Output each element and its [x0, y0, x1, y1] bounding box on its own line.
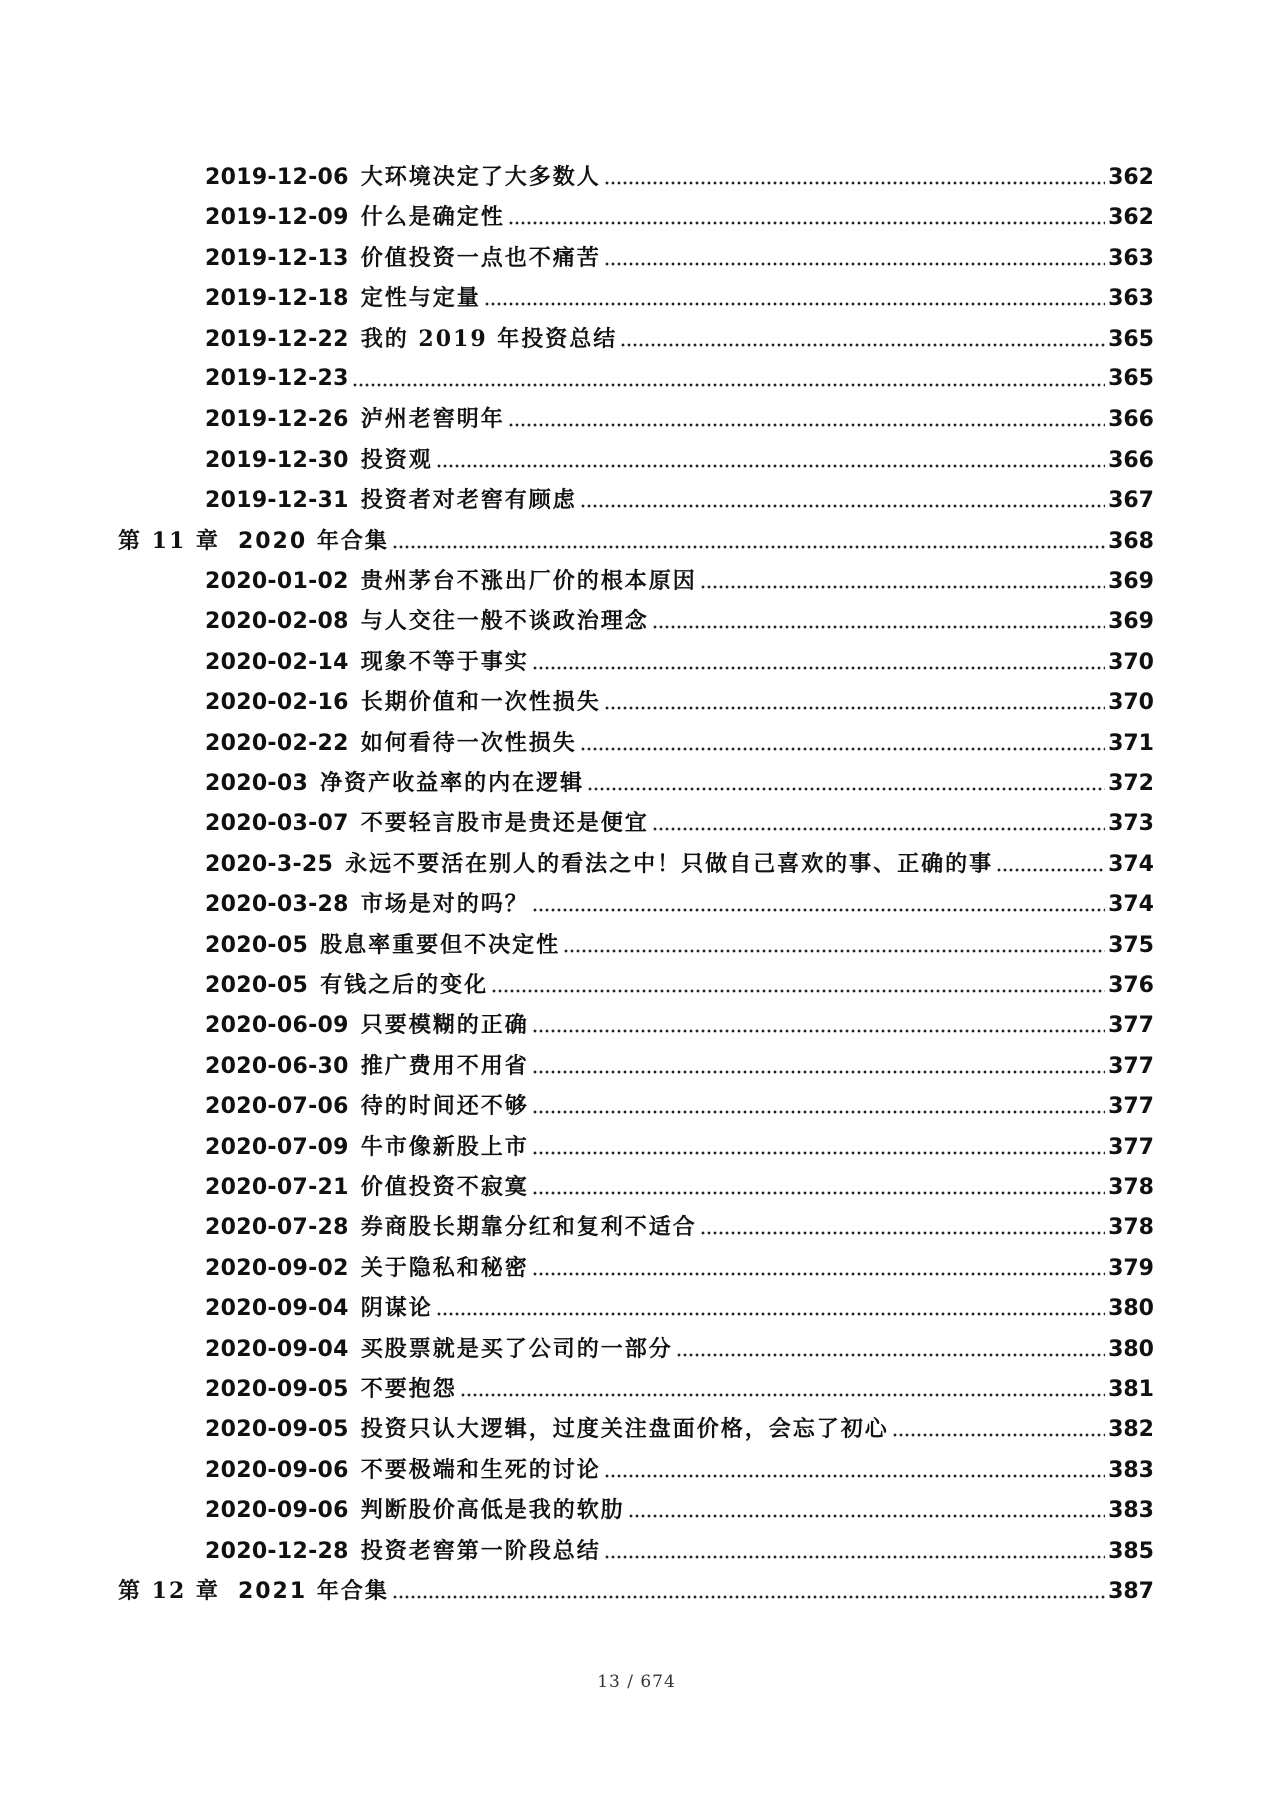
toc-entry-row[interactable]: [205, 563, 1154, 599]
dot-leader: [892, 1433, 1105, 1437]
toc-entry-row[interactable]: [205, 361, 1154, 397]
dot-leader: [508, 423, 1105, 427]
toc-page-number: 377: [1108, 1013, 1154, 1039]
toc-title: [205, 401, 505, 438]
toc-entry-title: 贵州茅台不涨出厂价的根本原因: [360, 568, 697, 594]
toc-date: 2020-09-06: [205, 1498, 349, 1524]
toc-page-number: 379: [1108, 1255, 1154, 1281]
toc-entry-title: 关于隐私和秘密: [360, 1254, 529, 1281]
toc-date: 2020-07-06: [205, 1094, 349, 1120]
toc-entry-title: 永远不要活在别人的看法之中！只做自己喜欢的事、正确的事: [345, 850, 994, 877]
toc-page-number: 363: [1108, 245, 1154, 271]
toc-page-number: 383: [1108, 1498, 1154, 1524]
toc-entry-title: 阴谋论: [360, 1295, 433, 1322]
toc-page-number: 366: [1108, 447, 1154, 473]
toc-date: 2019-12-13: [205, 245, 349, 271]
toc-date: 2020-07-09: [205, 1134, 349, 1160]
dot-leader: [532, 1191, 1105, 1195]
toc-chapter-row[interactable]: [118, 523, 1154, 559]
toc-page-number: 370: [1108, 649, 1154, 675]
dot-leader: [604, 1474, 1105, 1478]
toc-entry-row[interactable]: [205, 1209, 1154, 1245]
toc-title: [205, 1007, 529, 1044]
toc-entry-title: 牛市像新股上市: [360, 1133, 529, 1160]
toc-date: 2019-12-23: [205, 366, 349, 391]
toc-entry-row[interactable]: [205, 1452, 1154, 1488]
toc-entry-row[interactable]: [205, 765, 1154, 801]
toc-date: 2020-03-28: [205, 892, 349, 918]
toc-page-number: 374: [1108, 892, 1154, 918]
toc-title: [205, 1371, 457, 1408]
toc-title: [118, 1573, 389, 1610]
toc-title: [205, 1331, 673, 1368]
toc-title: [205, 1048, 529, 1085]
toc-entry-row[interactable]: [205, 159, 1154, 195]
toc-date: 2020-02-16: [205, 690, 349, 716]
toc-entry-title: 判断股价高低是我的软肋: [360, 1497, 625, 1524]
toc-title: [205, 159, 601, 196]
toc-title: [205, 1492, 625, 1529]
toc-title: [205, 886, 529, 923]
dot-leader: [392, 545, 1105, 549]
toc-title: [205, 240, 601, 277]
toc-title: [205, 1411, 889, 1448]
toc-title: [205, 482, 577, 519]
toc-page-number: 362: [1108, 205, 1154, 231]
toc-entry-row[interactable]: [205, 1331, 1154, 1367]
dot-leader: [436, 464, 1105, 468]
toc-entry-title: 2021 年合集: [237, 1579, 389, 1604]
toc-entry-title: 投资老窖第一阶段总结: [360, 1537, 601, 1564]
toc-page-number: 365: [1108, 366, 1154, 391]
toc-page-number: 362: [1108, 165, 1154, 190]
toc-entry-row[interactable]: [205, 1492, 1154, 1528]
dot-leader: [587, 787, 1105, 791]
toc-date: 2020-09-05: [205, 1377, 349, 1402]
dot-leader: [580, 747, 1105, 751]
toc-entry-title: 推广费用不用省: [360, 1052, 529, 1079]
toc-entry-title: 不要抱怨: [360, 1376, 457, 1402]
toc-entry-row[interactable]: [205, 644, 1154, 680]
toc-entry-row[interactable]: [205, 1371, 1154, 1407]
toc-entry-row[interactable]: [205, 1411, 1154, 1447]
toc-page-number: 372: [1108, 771, 1154, 796]
toc-entry-title: 净资产收益率的内在逻辑: [320, 770, 585, 796]
toc-entry-row[interactable]: [205, 321, 1154, 357]
dot-leader: [352, 383, 1105, 387]
toc-chapter-label: 第 12 章: [118, 1578, 220, 1604]
dot-leader: [436, 1312, 1105, 1316]
toc-date: 2020-03: [205, 771, 309, 796]
toc-title: [205, 967, 488, 1004]
toc-title: [205, 199, 505, 236]
toc-entry-row[interactable]: [205, 1290, 1154, 1326]
toc-entry-title: 泸州老窖明年: [360, 406, 505, 433]
dot-leader: [604, 706, 1105, 710]
toc-title: [205, 321, 617, 358]
toc-title: [205, 280, 481, 317]
toc-date: 2020-02-22: [205, 730, 349, 756]
toc-date: 2020-09-04: [205, 1296, 349, 1322]
toc-date: 2020-03-07: [205, 811, 349, 837]
dot-leader: [996, 868, 1105, 872]
toc-title: [205, 1209, 697, 1246]
toc-title: [205, 927, 560, 964]
toc-page-number: 380: [1108, 1336, 1154, 1362]
toc-entry-title: 券商股长期靠分红和复利不适合: [360, 1214, 697, 1241]
toc-entry-row[interactable]: [205, 240, 1154, 276]
dot-leader: [700, 1231, 1105, 1235]
toc-date: 2020-09-04: [205, 1336, 349, 1362]
toc-entry-title: 2020 年合集: [237, 528, 389, 554]
toc-date: 2019-12-26: [205, 407, 349, 433]
toc-title: [205, 644, 529, 681]
toc-date: 2020-02-08: [205, 609, 349, 635]
toc-entry-row[interactable]: [205, 199, 1154, 235]
toc-entry-row[interactable]: [205, 442, 1154, 478]
page-number-footer: 13 / 674: [597, 1672, 676, 1692]
toc-entry-row[interactable]: [205, 603, 1154, 639]
toc-date: 2020-09-05: [205, 1417, 349, 1443]
toc-entry-row[interactable]: [205, 1129, 1154, 1165]
dot-leader: [532, 666, 1105, 670]
toc-entry-row[interactable]: [205, 1533, 1154, 1569]
toc-entry-row[interactable]: [205, 684, 1154, 720]
toc-entry-title: 价值投资不寂寞: [360, 1174, 529, 1200]
toc-title: [205, 1250, 529, 1287]
toc-entry-title: 不要极端和生死的讨论: [360, 1456, 601, 1483]
toc-page-number: 374: [1108, 851, 1154, 877]
toc-date: 2020-01-02: [205, 569, 349, 594]
toc-title: [118, 523, 389, 560]
toc-page-number: 370: [1108, 690, 1154, 716]
toc-date: 2020-06-30: [205, 1053, 349, 1079]
toc-page-number: 363: [1108, 286, 1154, 312]
toc-page-number: 367: [1108, 488, 1154, 514]
toc-entry-title: 我的 2019 年投资总结: [360, 325, 618, 352]
toc-entry-title: 不要轻言股市是贵还是便宜: [360, 810, 649, 837]
toc-date: 2019-12-18: [205, 286, 349, 312]
toc-title: [205, 1169, 529, 1206]
toc-entry-row[interactable]: [205, 967, 1154, 1003]
dot-leader: [532, 1110, 1105, 1114]
toc-page-number: 369: [1108, 569, 1154, 594]
dot-leader: [604, 262, 1105, 266]
toc-entry-title: 现象不等于事实: [360, 648, 529, 675]
toc-date: 2019-12-09: [205, 205, 349, 231]
dot-leader: [392, 1595, 1105, 1599]
dot-leader: [563, 949, 1105, 953]
toc-page-number: 383: [1108, 1457, 1154, 1483]
toc-date: 2020-09-02: [205, 1255, 349, 1281]
toc-title: [205, 684, 601, 721]
dot-leader: [700, 585, 1105, 589]
toc-entry-row[interactable]: [205, 725, 1154, 761]
toc-page-number: 373: [1108, 811, 1154, 837]
toc-title: [205, 765, 584, 802]
toc-date: 2020-05: [205, 932, 309, 958]
toc-entry-title: 股息率重要但不决定性: [320, 931, 561, 958]
dot-leader: [508, 221, 1105, 225]
toc-date: 2020-06-09: [205, 1013, 349, 1039]
toc-page-number: 381: [1108, 1377, 1154, 1402]
toc-entry-row[interactable]: [205, 482, 1154, 518]
toc-entry-title: 什么是确定性: [360, 204, 505, 231]
toc-page-number: 385: [1108, 1538, 1154, 1564]
toc-entry-row[interactable]: [205, 1250, 1154, 1286]
toc-entry-title: 买股票就是买了公司的一部分: [360, 1335, 673, 1362]
toc-date: 2019-12-30: [205, 447, 349, 473]
toc-page-number: 387: [1108, 1579, 1154, 1604]
toc-date: 2020-3-25: [205, 851, 334, 877]
toc-title: [205, 1533, 601, 1570]
toc-entry-row[interactable]: [205, 1088, 1154, 1124]
toc-page-number: 377: [1108, 1094, 1154, 1120]
toc-entry-title: 价值投资一点也不痛苦: [360, 244, 601, 271]
toc-entry-row[interactable]: [205, 1007, 1154, 1043]
dot-leader: [580, 504, 1105, 508]
toc-page-number: 366: [1108, 407, 1154, 433]
dot-leader: [676, 1353, 1105, 1357]
dot-leader: [532, 1151, 1105, 1155]
dot-leader: [604, 1555, 1105, 1559]
toc-entry-row[interactable]: [205, 805, 1154, 841]
dot-leader: [532, 1070, 1105, 1074]
toc-title: [205, 563, 697, 600]
dot-leader: [620, 343, 1105, 347]
toc-entry-row[interactable]: [205, 1169, 1154, 1205]
toc-entry-row[interactable]: [205, 927, 1154, 963]
toc-page-number: 378: [1108, 1175, 1154, 1200]
dot-leader: [532, 908, 1105, 912]
toc-page-number: 371: [1108, 730, 1154, 756]
toc-entry-title: 定性与定量: [360, 285, 481, 312]
dot-leader: [491, 989, 1105, 993]
toc-entry-title: 投资者对老窖有顾虑: [360, 487, 577, 514]
toc-entry-title: 市场是对的吗？: [360, 891, 529, 918]
toc-date: 2020-05: [205, 973, 309, 998]
toc-entry-row[interactable]: [205, 1048, 1154, 1084]
toc-page-number: 380: [1108, 1296, 1154, 1322]
toc-title: [205, 1129, 529, 1166]
toc-date: 2020-07-28: [205, 1215, 349, 1241]
dot-leader: [628, 1514, 1105, 1518]
toc-chapter-row[interactable]: [118, 1573, 1154, 1609]
toc-entry-row[interactable]: [205, 401, 1154, 437]
toc-title: [205, 846, 993, 883]
toc-entry-row[interactable]: [205, 280, 1154, 316]
toc-title: [205, 725, 577, 762]
toc-entry-title: 与人交往一般不谈政治理念: [360, 608, 649, 635]
toc-title: [205, 1088, 529, 1125]
dot-leader: [652, 827, 1105, 831]
toc-entry-title: 投资观: [360, 446, 433, 473]
toc-entry-title: 投资只认大逻辑，过度关注盘面价格，会忘了初心: [360, 1416, 889, 1443]
toc-entry-title: 长期价值和一次性损失: [360, 689, 601, 716]
toc-title: [205, 1290, 433, 1327]
toc-title: [205, 361, 349, 397]
toc-date: 2020-02-14: [205, 649, 349, 675]
dot-leader: [484, 302, 1105, 306]
toc-entry-title: 有钱之后的变化: [320, 972, 489, 998]
toc-entry-row[interactable]: [205, 846, 1154, 882]
dot-leader: [460, 1393, 1105, 1397]
dot-leader: [532, 1029, 1105, 1033]
toc-date: 2020-09-06: [205, 1457, 349, 1483]
toc-entry-title: 只要模糊的正确: [360, 1012, 529, 1039]
toc-entry-title: 大环境决定了大多数人: [360, 164, 601, 190]
toc-page-number: 365: [1108, 326, 1154, 352]
toc-entry-title: 如何看待一次性损失: [360, 729, 577, 756]
toc-page-number: 377: [1108, 1053, 1154, 1079]
toc-page-number: 375: [1108, 932, 1154, 958]
toc-page-number: 368: [1108, 528, 1154, 554]
toc-page-number: 369: [1108, 609, 1154, 635]
toc-date: 2019-12-22: [205, 326, 349, 352]
toc-entry-row[interactable]: [205, 886, 1154, 922]
toc-date: 2020-12-28: [205, 1538, 349, 1564]
toc-page-number: 378: [1108, 1215, 1154, 1241]
toc-page-number: 382: [1108, 1417, 1154, 1443]
toc-page-number: 377: [1108, 1134, 1154, 1160]
toc-page-number: 376: [1108, 973, 1154, 998]
toc-date: 2019-12-31: [205, 488, 349, 514]
toc-title: [205, 1452, 601, 1489]
dot-leader: [604, 181, 1105, 185]
toc-title: [205, 805, 649, 842]
toc-entry-title: 待的时间还不够: [360, 1093, 529, 1120]
toc-title: [205, 442, 433, 479]
toc-date: 2019-12-06: [205, 165, 349, 190]
dot-leader: [652, 625, 1105, 629]
dot-leader: [532, 1272, 1105, 1276]
toc-chapter-label: 第 11 章: [118, 527, 220, 554]
toc-date: 2020-07-21: [205, 1175, 349, 1200]
toc-title: [205, 603, 649, 640]
